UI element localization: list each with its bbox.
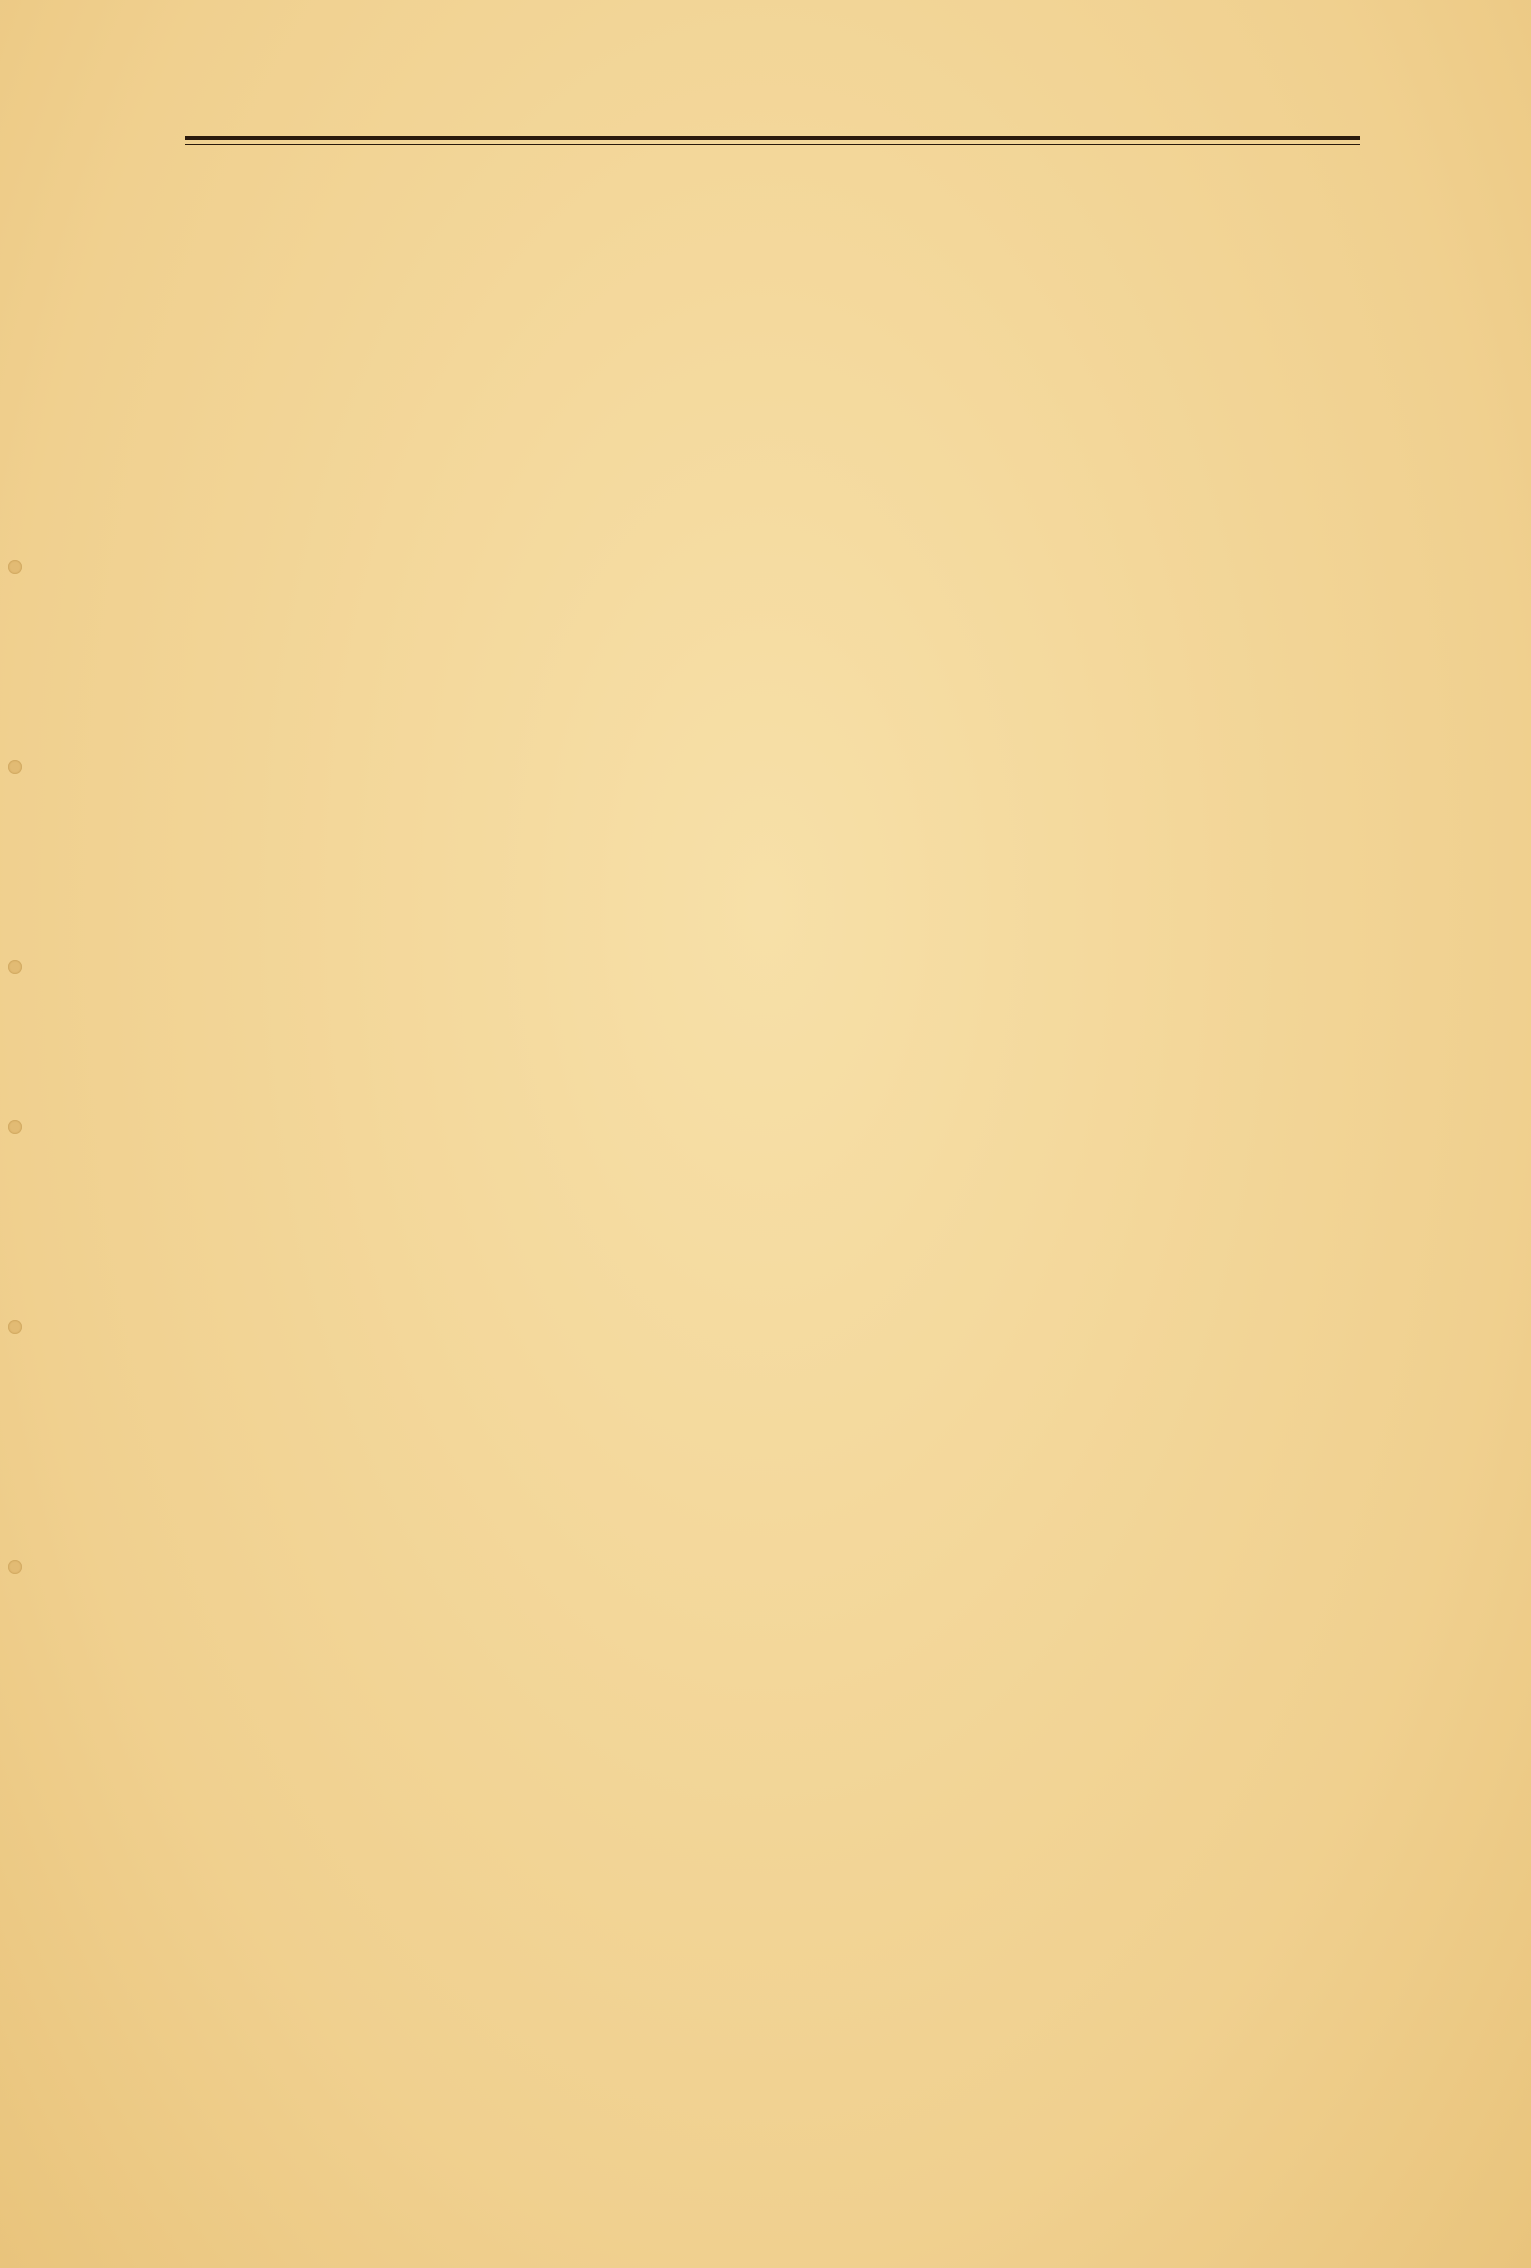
page-header — [175, 90, 1365, 150]
binding-hole — [8, 960, 22, 974]
binding-holes — [8, 0, 26, 2268]
binding-hole — [8, 1120, 22, 1134]
header-rule-thick — [185, 136, 1360, 140]
header-rule-thin — [185, 144, 1360, 145]
binding-hole — [8, 760, 22, 774]
binding-hole — [8, 1320, 22, 1334]
binding-hole — [8, 1560, 22, 1574]
binding-hole — [8, 560, 22, 574]
